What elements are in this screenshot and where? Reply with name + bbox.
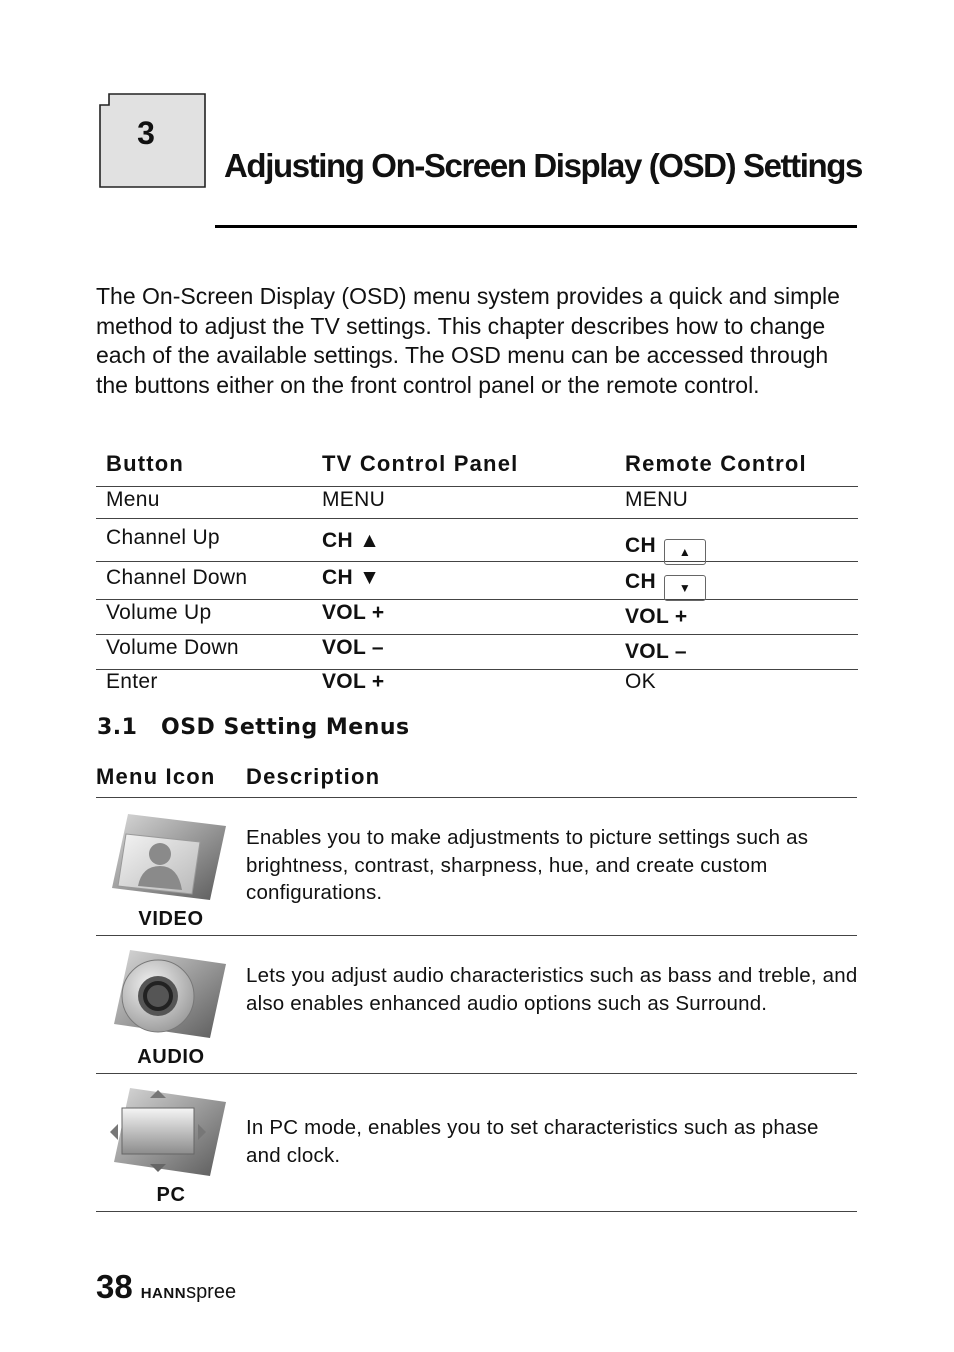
remote-key: VOL – [625, 640, 687, 663]
intro-paragraph: The On-Screen Display (OSD) menu system provides a quick and simple method to adjust the TV settings. This chapter describes how to change each of the available settings. The OSD menu can be accessed through the buttons either on the front control panel or the remote control. [96, 283, 840, 398]
menu-label-audio: AUDIO [137, 1046, 205, 1068]
button-table-header [96, 446, 858, 487]
menu-label-pc: PC [156, 1184, 186, 1206]
table-row [96, 487, 858, 519]
remote-key: CH [625, 570, 656, 593]
button-name: Volume Up [106, 601, 212, 624]
button-name: Channel Down [106, 566, 248, 589]
header-description: Description [246, 764, 381, 789]
remote-key-group [625, 570, 706, 601]
table-row [96, 635, 858, 670]
brand-logo [141, 1281, 236, 1303]
brand-bold: HANN [140, 1285, 187, 1302]
panel-key: CH ▼ [322, 566, 381, 589]
table-row [96, 600, 858, 635]
menu-description: Enables you to make adjustments to picture settings such as brightness, contrast, sharpness, hue, and create custom configurations. [246, 826, 809, 904]
page-number: 38 [96, 1268, 133, 1305]
header-remote-control: Remote Control [625, 451, 807, 476]
panel-key: VOL + [322, 601, 385, 624]
remote-key: VOL + [625, 605, 688, 628]
table-row [96, 562, 858, 600]
page-footer [96, 1268, 236, 1306]
chapter-number: 3 [137, 115, 155, 151]
menu-description: Lets you adjust audio characteristics such as bass and treble, and also enables enhanced audio options such as Surround. [246, 964, 858, 1015]
button-name: Channel Up [106, 526, 220, 549]
section-heading [97, 715, 410, 740]
header-tv-control-panel: TV Control Panel [322, 451, 519, 476]
menu-row-pc [96, 1074, 857, 1212]
menu-table-header [96, 762, 857, 798]
button-name: Menu [106, 488, 160, 511]
section-title: OSD Setting Menus [161, 715, 410, 740]
section-number: 3.1 [97, 715, 138, 740]
remote-key: CH [625, 534, 656, 557]
menu-label-video: VIDEO [138, 908, 204, 930]
chapter-number-box [99, 93, 205, 187]
title-rule [215, 225, 857, 228]
pc-icon [108, 1080, 232, 1184]
panel-key: VOL – [322, 636, 384, 659]
menu-row-audio [96, 936, 857, 1074]
panel-key: MENU [322, 488, 386, 511]
audio-icon [108, 942, 232, 1046]
table-row [96, 670, 858, 700]
panel-key: VOL + [322, 670, 385, 693]
panel-key: CH ▲ [322, 529, 381, 552]
page-title: Adjusting On-Screen Display (OSD) Settings [224, 147, 862, 184]
table-row [96, 519, 858, 562]
header-button: Button [106, 451, 185, 476]
channel-up-keycap-icon: ▲ [664, 539, 706, 565]
remote-key: MENU [625, 488, 689, 511]
remote-key: OK [625, 670, 656, 693]
brand-light: spree [186, 1281, 237, 1303]
remote-key-group [625, 534, 706, 565]
video-icon [108, 804, 232, 908]
channel-down-keycap-icon: ▼ [664, 575, 706, 601]
menu-row-video [96, 798, 857, 936]
button-name: Volume Down [106, 636, 239, 659]
button-name: Enter [106, 670, 158, 693]
button-table [96, 446, 858, 700]
header-menu-icon: Menu Icon [96, 764, 216, 789]
menu-description: In PC mode, enables you to set characteristics such as phase and clock. [246, 1116, 819, 1167]
